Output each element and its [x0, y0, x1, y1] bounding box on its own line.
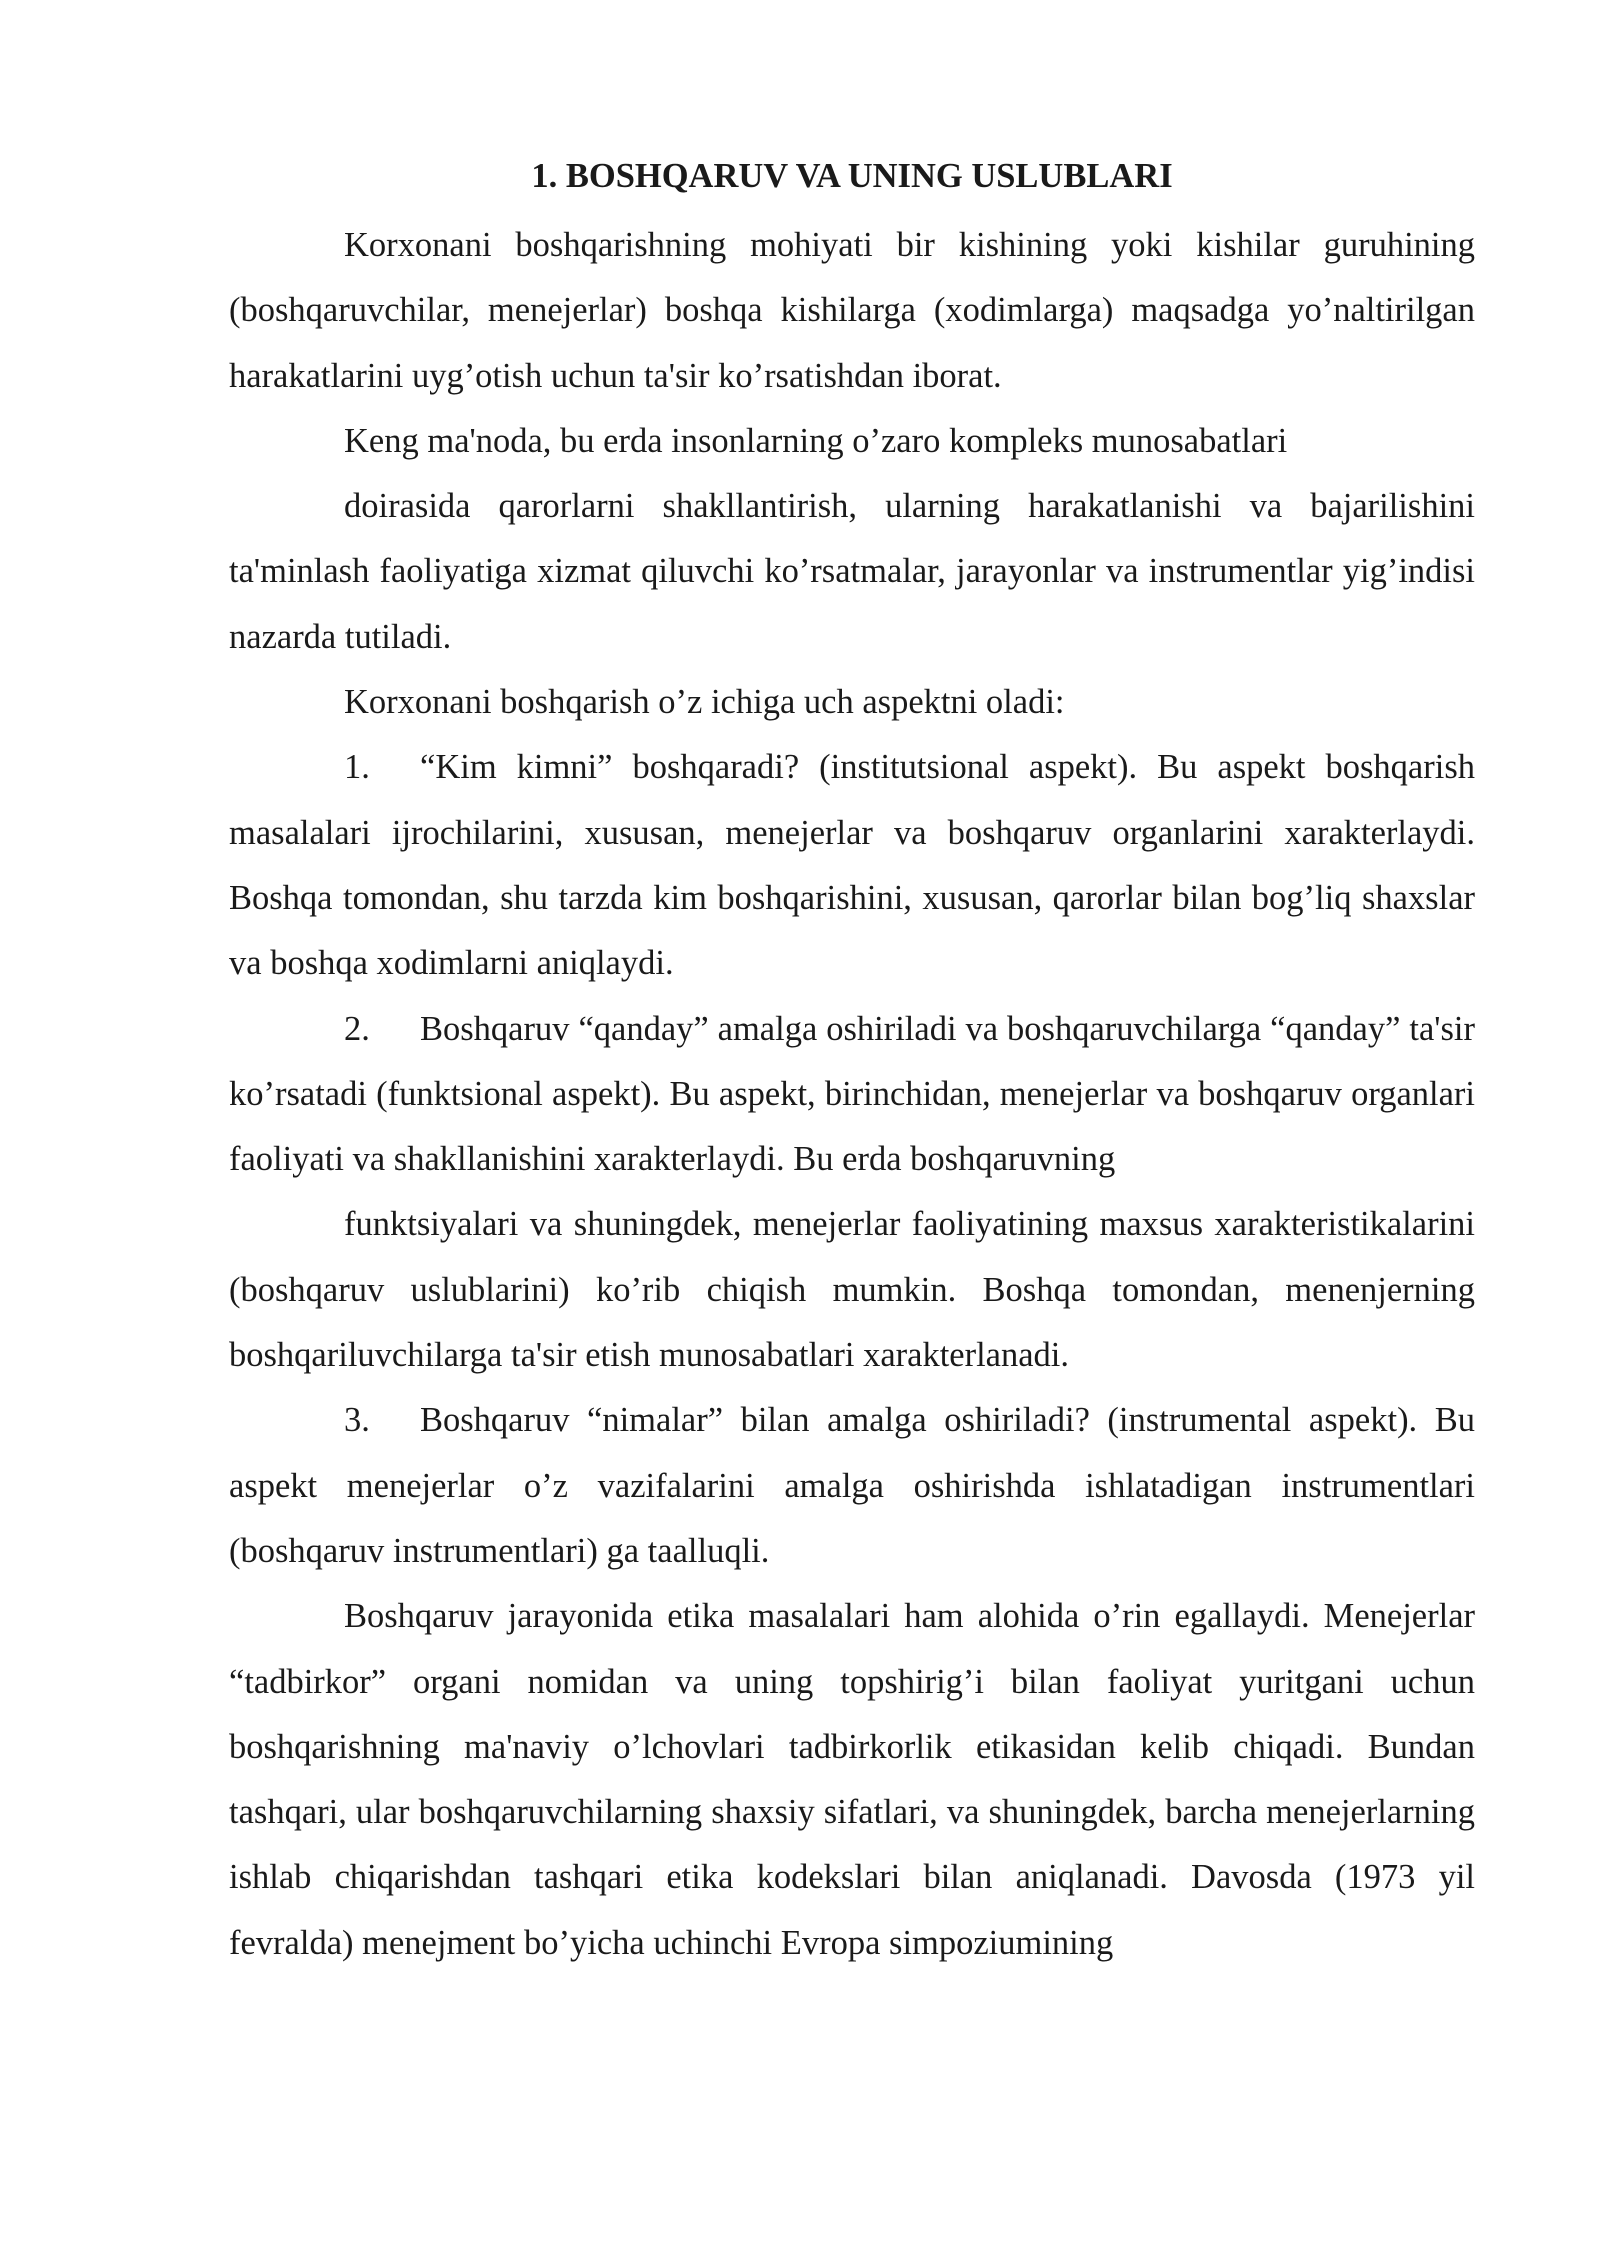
list-item-2-text: Boshqaruv “qanday” amalga oshiriladi va boshqaruvchilarga “qanday” ta'sir ko’rsatadi (funktsional aspekt). Bu aspekt, birinchidan, menejerlar va boshqaruv organlari faoliyati va shakllanishini xarakterlaydi. Bu erda boshqaruvning [229, 1009, 1475, 1179]
paragraph-2-continuation: doirasida qarorlarni shakllantirish, ularning harakatlanishi va bajarilishini ta'minlash faoliyatiga xizmat qiluvchi ko’rsatmalar, jarayonlar va instrumentlar yig’indisi nazarda tutiladi. [229, 487, 1475, 656]
paragraph-4: Boshqaruv jarayonida etika masalalari ham alohida o’rin egallaydi. Menejerlar “tadbirkor” organi nomidan va uning topshirig’i bilan faoliyat yuritgani uchun boshqarishning ma'naviy o’lchovlari tadbirkorlik etikasidan kelib chiqadi. Bundan tashqari, ular boshqaruvchilarning shaxsiy sifatlari, va shuningdek, barcha menejerlarning ishlab chiqarishdan tashqari etika kodekslari bilan aniqlanadi. Davosda (1973 yil fevralda) menejment bo’yicha uchinchi Evropa simpoziumining [229, 1597, 1475, 1962]
list-item-3 [229, 1388, 1475, 1584]
paragraph-3: Korxonani boshqarish o’z ichiga uch aspektni oladi: [344, 683, 1065, 722]
list-item-2-continuation: funktsiyalari va shuningdek, menejerlar faoliyatining maxsus xarakteristikalarini (boshqaruv uslublarini) ko’rib chiqish mumkin. Boshqa tomondan, menenjerning boshqariluvchilarga ta'sir etish munosabatlari xarakterlanadi. [229, 1205, 1475, 1375]
document-body [229, 148, 1475, 1976]
list-item-1 [229, 735, 1475, 996]
list-item-1-text: “Kim kimni” boshqaradi? (institutsional aspekt). Bu aspekt boshqarish masalalari ijrochilarini, xususan, menejerlar va boshqaruv organlarini xarakterlaydi. Boshqa tomondan, shu tarzda kim boshqarishini, xususan, qarorlar bilan bog’liq shaxslar va boshqa xodimlarni aniqlaydi. [229, 748, 1475, 983]
list-item-2-number: 2. [344, 1009, 370, 1048]
page-title: 1. BOSHQARUV VA UNING USLUBLARI [531, 157, 1173, 195]
paragraph-1: Korxonani boshqarishning mohiyati bir kishining yoki kishilar guruhining (boshqaruvchilar, menejerlar) boshqa kishilarga (xodimlarga) maqsadga yo’naltirilgan harakatlarini uyg’otish uchun ta'sir ko’rsatishdan iborat. [229, 226, 1475, 395]
paragraph-2-first-line: Keng ma'noda, bu erda insonlarning o’zaro kompleks munosabatlari [344, 421, 1288, 460]
list-item-3-text: Boshqaruv “nimalar” bilan amalga oshiriladi? (instrumental aspekt). Bu aspekt menejerlar o’z vazifalarini amalga oshirishda ishlatadigan instrumentlari (boshqaruv instrumentlari) ga taalluqli. [229, 1401, 1475, 1570]
list-item-2 [229, 997, 1475, 1193]
list-item-3-number: 3. [344, 1401, 370, 1440]
list-item-1-number: 1. [344, 748, 370, 787]
